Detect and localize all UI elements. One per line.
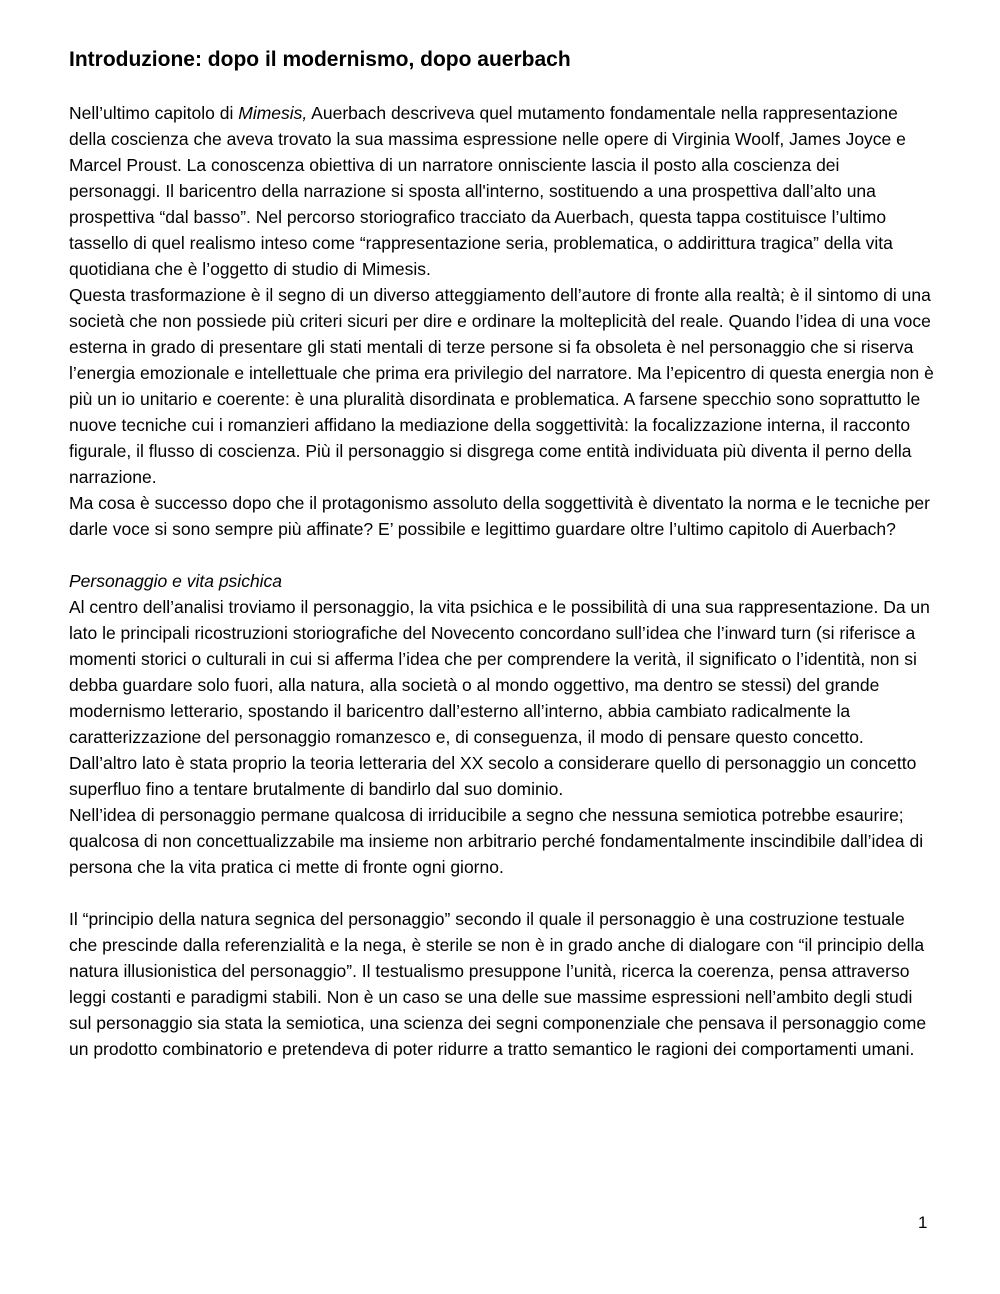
blank-line — [69, 880, 934, 906]
paragraph-1 — [69, 100, 934, 282]
page-number: 1 — [918, 1213, 928, 1232]
mimesis-italic: Mimesis, — [238, 103, 308, 123]
paragraph-1-start: Nell’ultimo capitolo di — [69, 103, 239, 123]
paragraph-2: Questa trasformazione è il segno di un diverso atteggiamento dell’autore di fronte alla realtà; è il sintomo di una società che non possiede più criteri sicuri per dire e ordinare la molteplicità del reale. Quando l’idea di una voce esterna in grado di presentare gli stati mentali di terze persone si fa obsoleta è nel personaggio che si riserva l’energia emozionale e intellettuale che prima era privilegio del narratore. Ma l’epicentro di questa energia non è più un io unitario e coerente: è una pluralità disordinata e problematica. A farsene specchio sono soprattutto le nuove tecniche cui i romanzieri affidano la mediazione della soggettività: la focalizzazione interna, il racconto figurale, il flusso di coscienza. Più il personaggio si disgrega come entità individuata più diventa il perno della narrazione. — [69, 285, 934, 487]
paragraph-3: Ma cosa è successo dopo che il protagonismo assoluto della soggettività è diventato la norma e le tecniche per darle voce si sono sempre più affinate? E’ possibile e legittimo guardare oltre l’ultimo capitolo di Auerbach? — [69, 493, 930, 539]
paragraph-7: Il “principio della natura segnica del personaggio” secondo il quale il personaggio è una costruzione testuale che prescinde dalla referenzialità e la nega, è sterile se non è in grado anche di dialogare con “il principio della natura illusionistica del personaggio”. Il testualismo presuppone l’unità, ricerca la coerenza, pensa attraverso leggi costanti e paradigmi stabili. Non è un caso se una delle sue massime espressioni nell’ambito degli studi sul personaggio sia stata la semiotica, una scienza dei segni componenziale che pensava il personaggio come un prodotto combinatorio e pretendeva di poter ridurre a tratto semantico le ragioni dei comportamenti umani. — [69, 909, 927, 1059]
paragraph-4: Al centro dell’analisi troviamo il personaggio, la vita psichica e le possibilità di una sua rappresentazione. Da un lato le principali ricostruzioni storiografiche del Novecento concordano sull’idea che l’inward turn (si riferisce a momenti storici o culturali in cui si afferma l’idea che per comprendere la verità, il significato o l’identità, non si debba guardare solo fuori, alla natura, alla società o al mondo oggettivo, ma dentro se stessi) del grande modernismo letterario, spostando il baricentro dall’esterno all’interno, abbia cambiato radicalmente la caratterizzazione del personaggio romanzesco e, di conseguenza, il modo di pensare questo concetto. — [69, 597, 930, 747]
section-subheading: Personaggio e vita psichica — [69, 571, 283, 591]
document-page — [69, 46, 934, 1062]
blank-line — [69, 542, 934, 568]
paragraph-1-rest: Auerbach descriveva quel mutamento fondamentale nella rappresentazione della coscienza che aveva trovato la sua massima espressione nelle opere di Virginia Woolf, James Joyce e Marcel Proust. La conoscenza obiettiva di un narratore onnisciente lascia il posto alla coscienza dei personaggi. Il baricentro della narrazione si sposta all'interno, sostituendo a una prospettiva dall’alto una prospettiva “dal basso”. Nel percorso storiografico tracciato da Auerbach, questa tappa costituisce l’ultimo tassello di quel realismo inteso come “rappresentazione seria, problematica, o addirittura tragica” della vita quotidiana che è l’oggetto di studio di Mimesis. — [69, 103, 906, 279]
document-title: Introduzione: dopo il modernismo, dopo auerbach — [69, 48, 571, 71]
paragraph-6: Nell’idea di personaggio permane qualcosa di irriducibile a segno che nessuna semiotica potrebbe esaurire; qualcosa di non concettualizzabile ma insieme non arbitrario perché fondamentalmente inscindibile dall’idea di persona che la vita pratica ci mette di fronte ogni giorno. — [69, 805, 924, 877]
paragraph-5: Dall’altro lato è stata proprio la teoria letteraria del XX secolo a considerare quello di personaggio un concetto superfluo fino a tentare brutalmente di bandirlo dal suo dominio. — [69, 753, 917, 799]
